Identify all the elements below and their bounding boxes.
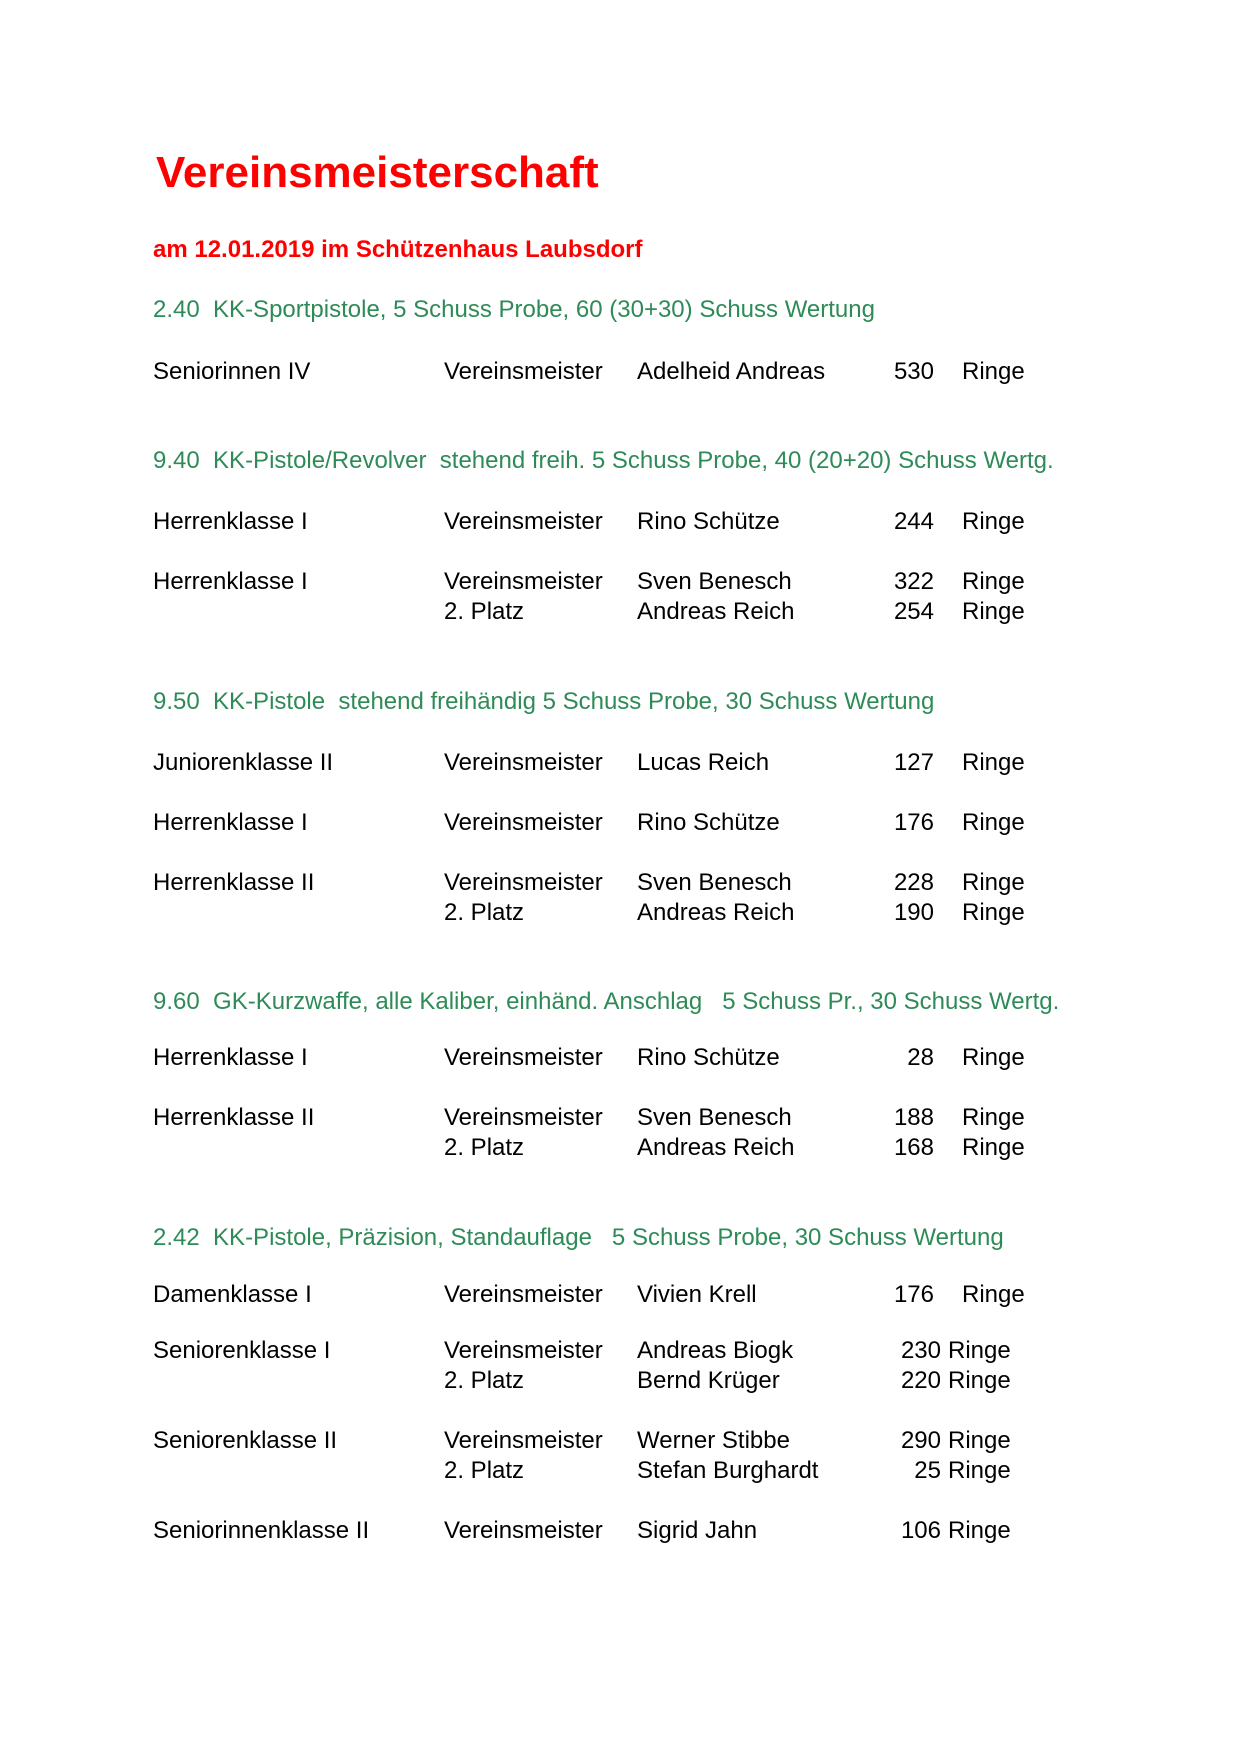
class-label: Herrenklasse I	[153, 809, 308, 836]
class-label: Herrenklasse I	[153, 508, 308, 535]
score-unit: Ringe	[962, 1281, 1025, 1308]
score: 106	[900, 1517, 941, 1544]
score-unit: Ringe	[948, 1427, 1011, 1454]
title-label: 2. Platz	[444, 1367, 525, 1394]
score-unit: Ringe	[962, 869, 1025, 896]
shooter-name: Bernd Krüger	[637, 1367, 780, 1394]
shooter-name: Sven Benesch	[637, 1104, 792, 1131]
discipline-heading: 2.40 KK-Sportpistole, 5 Schuss Probe, 60 (30+30) Schuss Wertung	[153, 296, 875, 323]
class-label: Herrenklasse I	[153, 568, 308, 595]
score-unit: Ringe	[948, 1337, 1011, 1364]
class-label: Juniorenklasse II	[153, 749, 334, 776]
shooter-name: Werner Stibbe	[637, 1427, 790, 1454]
shooter-name: Stefan Burghardt	[637, 1457, 819, 1484]
score: 28	[907, 1044, 934, 1071]
class-label: Seniorinnen IV	[153, 358, 311, 385]
discipline-heading: 9.60 GK-Kurzwaffe, alle Kaliber, einhänd. Anschlag 5 Schuss Pr., 30 Schuss Wertg.	[153, 988, 1060, 1015]
score: 254	[893, 598, 934, 625]
score-unit: Ringe	[962, 508, 1025, 535]
title-label: 2. Platz	[444, 1457, 525, 1484]
shooter-name: Rino Schütze	[637, 809, 780, 836]
class-label: Damenklasse I	[153, 1281, 312, 1308]
score: 322	[893, 568, 934, 595]
document-title: Vereinsmeisterschaft	[156, 148, 599, 197]
score-unit: Ringe	[948, 1517, 1011, 1544]
score: 290	[900, 1427, 941, 1454]
shooter-name: Vivien Krell	[637, 1281, 757, 1308]
shooter-name: Sven Benesch	[637, 869, 792, 896]
title-label: Vereinsmeister	[444, 1104, 603, 1131]
score-unit: Ringe	[948, 1457, 1011, 1484]
score: 228	[893, 869, 934, 896]
score-unit: Ringe	[962, 899, 1025, 926]
class-label: Seniorenklasse II	[153, 1427, 338, 1454]
shooter-name: Sven Benesch	[637, 568, 792, 595]
shooter-name: Sigrid Jahn	[637, 1517, 758, 1544]
score-unit: Ringe	[962, 809, 1025, 836]
title-label: Vereinsmeister	[444, 568, 603, 595]
score: 530	[893, 358, 934, 385]
shooter-name: Andreas Reich	[637, 1134, 795, 1161]
title-label: 2. Platz	[444, 598, 525, 625]
class-label: Herrenklasse II	[153, 1104, 315, 1131]
score: 176	[893, 809, 934, 836]
title-label: Vereinsmeister	[444, 749, 603, 776]
title-label: Vereinsmeister	[444, 1427, 603, 1454]
score: 176	[893, 1281, 934, 1308]
score-unit: Ringe	[962, 749, 1025, 776]
document-subtitle: am 12.01.2019 im Schützenhaus Laubsdorf	[153, 236, 643, 263]
class-label: Seniorenklasse I	[153, 1337, 331, 1364]
title-label: Vereinsmeister	[444, 1517, 603, 1544]
score: 190	[893, 899, 934, 926]
score: 127	[893, 749, 934, 776]
title-label: Vereinsmeister	[444, 358, 603, 385]
title-label: 2. Platz	[444, 899, 525, 926]
title-label: Vereinsmeister	[444, 1281, 603, 1308]
shooter-name: Adelheid Andreas	[637, 358, 826, 385]
score: 168	[893, 1134, 934, 1161]
score-unit: Ringe	[962, 598, 1025, 625]
discipline-heading: 2.42 KK-Pistole, Präzision, Standauflage 5 Schuss Probe, 30 Schuss Wertung	[153, 1224, 1004, 1251]
score: 244	[893, 508, 934, 535]
score-unit: Ringe	[948, 1367, 1011, 1394]
class-label: Herrenklasse I	[153, 1044, 308, 1071]
shooter-name: Rino Schütze	[637, 508, 780, 535]
class-label: Herrenklasse II	[153, 869, 315, 896]
title-label: Vereinsmeister	[444, 1337, 603, 1364]
score: 188	[893, 1104, 934, 1131]
discipline-heading: 9.40 KK-Pistole/Revolver stehend freih. 5 Schuss Probe, 40 (20+20) Schuss Wertg.	[153, 447, 1054, 474]
title-label: Vereinsmeister	[444, 508, 603, 535]
score-unit: Ringe	[962, 1134, 1025, 1161]
title-label: Vereinsmeister	[444, 869, 603, 896]
score: 220	[900, 1367, 941, 1394]
class-label: Seniorinnenklasse II	[153, 1517, 370, 1544]
title-label: Vereinsmeister	[444, 809, 603, 836]
shooter-name: Andreas Reich	[637, 598, 795, 625]
score-unit: Ringe	[962, 1104, 1025, 1131]
score: 25	[914, 1457, 941, 1484]
score: 230	[900, 1337, 941, 1364]
shooter-name: Rino Schütze	[637, 1044, 780, 1071]
title-label: 2. Platz	[444, 1134, 525, 1161]
shooter-name: Andreas Biogk	[637, 1337, 794, 1364]
score-unit: Ringe	[962, 1044, 1025, 1071]
discipline-heading: 9.50 KK-Pistole stehend freihändig 5 Schuss Probe, 30 Schuss Wertung	[153, 688, 935, 715]
shooter-name: Lucas Reich	[637, 749, 770, 776]
title-label: Vereinsmeister	[444, 1044, 603, 1071]
score-unit: Ringe	[962, 358, 1025, 385]
score-unit: Ringe	[962, 568, 1025, 595]
shooter-name: Andreas Reich	[637, 899, 795, 926]
